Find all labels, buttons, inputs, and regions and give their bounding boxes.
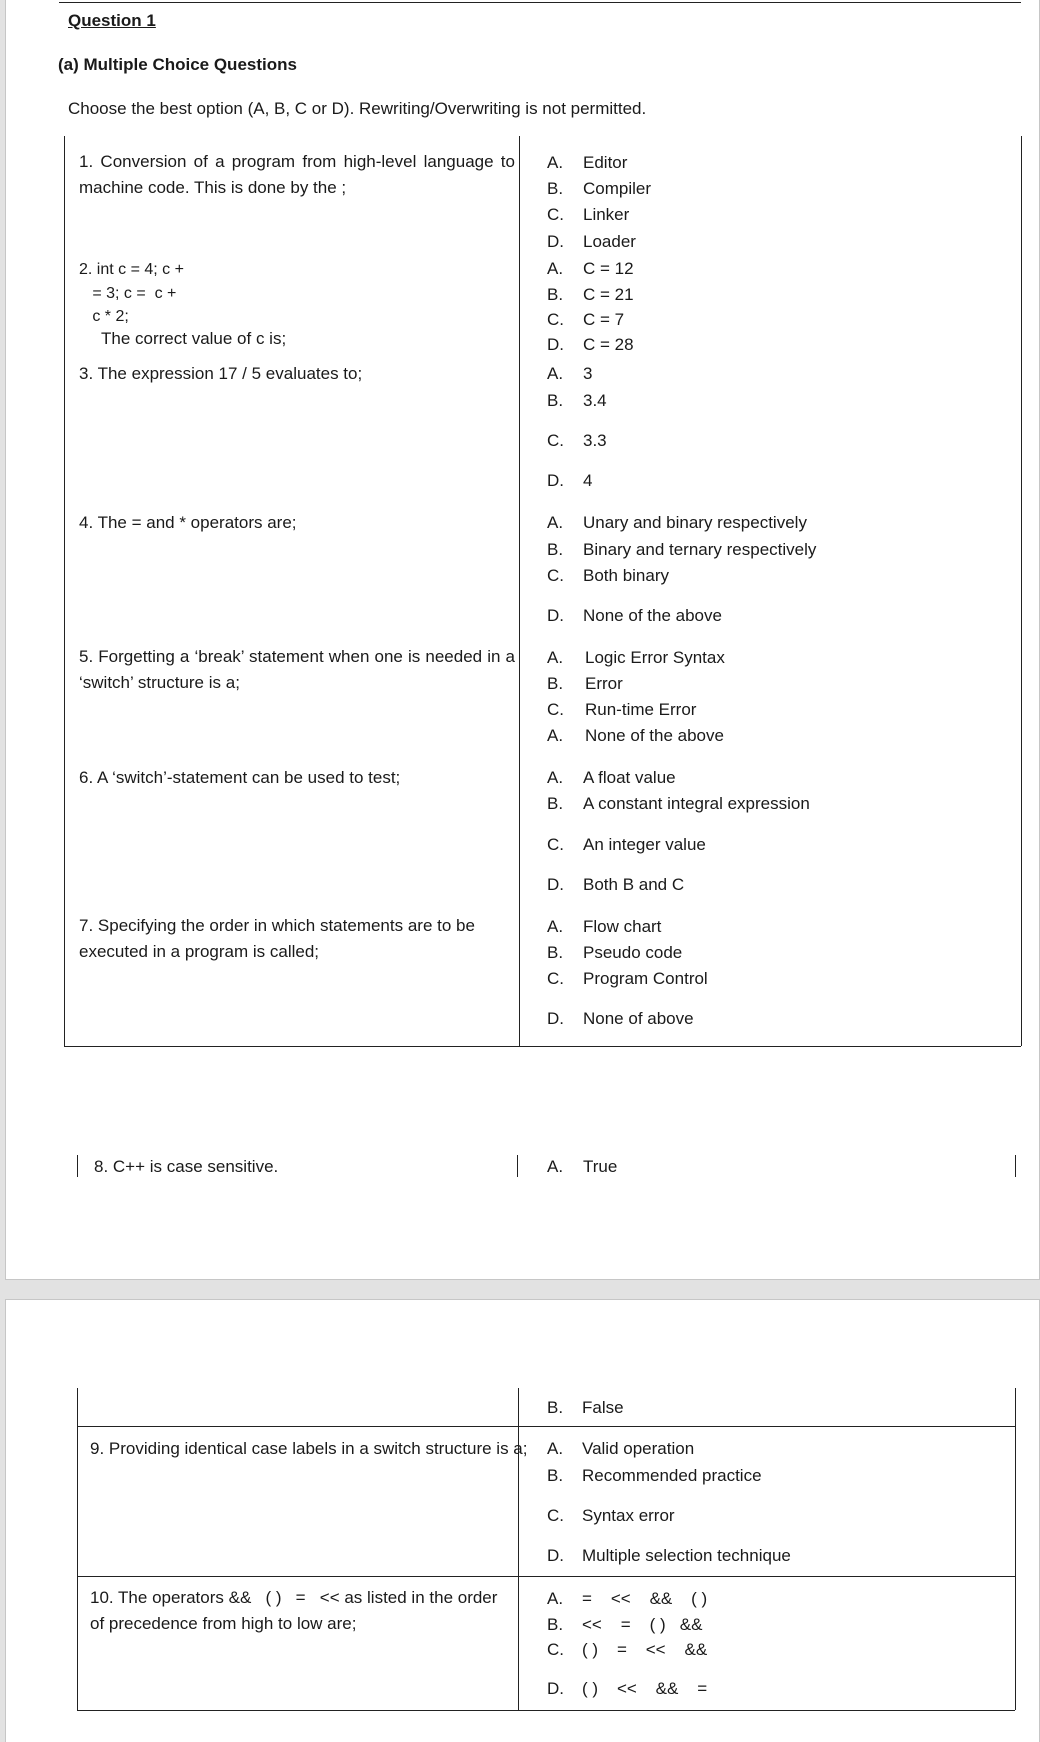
q4-option-c-letter: C. (547, 566, 564, 585)
q8-left-border (77, 1155, 78, 1177)
question-4-text: 4. The = and * operators are; (79, 513, 297, 532)
q1-option-b-letter: B. (547, 179, 564, 198)
q3-option-a-text: 3 (583, 364, 593, 383)
question-10-label: 10. The operators && ( ) = << as listed in the order of precedence from high to low are; (90, 1588, 503, 1633)
document-page-1 (5, 0, 1040, 1280)
question-5-text (79, 644, 515, 696)
q10-option-a-letter: A. (547, 1589, 564, 1608)
instructions: Choose the best option (A, B, C or D). Rewriting/Overwriting is not permitted. (68, 99, 647, 118)
q1-option-c-letter: C. (547, 205, 564, 224)
question-7-text (79, 913, 519, 965)
q6-option-b-letter: B. (547, 794, 564, 813)
table2-column-divider (518, 1388, 519, 1710)
question-title: Question 1 (68, 11, 156, 30)
q4-option-a-text: Unary and binary respectively (583, 513, 807, 532)
q7-option-d-letter: D. (547, 1009, 564, 1028)
q9-option-b-letter: B. (547, 1466, 564, 1485)
q7-option-b-letter: B. (547, 943, 564, 962)
q6-option-a-letter: A. (547, 768, 564, 787)
question-10-text (90, 1585, 514, 1637)
q2-option-c-letter: C. (547, 310, 564, 329)
q8-option-b-text: False (582, 1398, 624, 1417)
q4-option-a-letter: A. (547, 513, 564, 532)
q2-option-c-text: C = 7 (583, 310, 625, 329)
q7-option-a-letter: A. (547, 917, 564, 936)
question-2-code-line-3: c * 2; (79, 308, 129, 325)
q9-option-c-text: Syntax error (582, 1506, 675, 1525)
q9-option-a-text: Valid operation (582, 1439, 695, 1458)
question-1-text (79, 149, 515, 201)
q4-option-b-letter: B. (547, 540, 564, 559)
q10-option-d-letter: D. (547, 1679, 564, 1698)
q5-option-d-letter: A. (547, 726, 564, 745)
q2-option-d-letter: D. (547, 335, 564, 354)
q1-option-a-text: Editor (583, 153, 628, 172)
q2-code-line-1: 2. int c = 4; c + (79, 261, 184, 278)
q6-option-d-text: Both B and C (583, 875, 685, 894)
q2-option-a-letter: A. (547, 259, 564, 278)
table2-left-border (77, 1388, 78, 1710)
q8-right-border (1015, 1155, 1016, 1177)
q3-option-d-text: 4 (583, 471, 593, 490)
q7-option-b-text: Pseudo code (583, 943, 683, 962)
q9-option-b-text: Recommended practice (582, 1466, 762, 1485)
top-rule (59, 2, 1021, 3)
q4-option-d-letter: D. (547, 606, 564, 625)
q1-option-d-letter: D. (547, 232, 564, 251)
q3-option-d-letter: D. (547, 471, 564, 490)
q10-option-b-letter: B. (547, 1615, 564, 1634)
question-1-label: 1. Conversion of a program from high-level language to machine code. This is done by the ; (79, 152, 515, 197)
q7-option-d-text: None of above (583, 1009, 694, 1028)
q5-option-a-letter: A. (547, 648, 564, 667)
q9-option-d-letter: D. (547, 1546, 564, 1565)
q10-option-c-letter: C. (547, 1640, 564, 1659)
q5-option-a-text: Logic Error Syntax (585, 648, 725, 667)
q6-option-a-text: A float value (583, 768, 676, 787)
q8-option-a-letter: A. (547, 1157, 564, 1176)
q5-option-b-text: Error (585, 674, 623, 693)
q5-option-c-text: Run-time Error (585, 700, 697, 719)
question-2-code-line-2: = 3; c = c + (79, 285, 177, 302)
q6-option-c-text: An integer value (583, 835, 706, 854)
q6-option-d-letter: D. (547, 875, 564, 894)
question-6-text: 6. A ‘switch’-statement can be used to test; (79, 768, 401, 787)
q7-option-c-letter: C. (547, 969, 564, 988)
q10-option-d-text: ( ) << && = (582, 1679, 708, 1698)
table-left-border (64, 136, 65, 1046)
q3-option-b-text: 3.4 (583, 391, 607, 410)
q4-option-c-text: Both binary (583, 566, 669, 585)
question-8-text: 8. C++ is case sensitive. (94, 1157, 279, 1176)
question-9-text: 9. Providing identical case labels in a switch structure is a; (90, 1439, 528, 1458)
q10-option-b-text: << = ( ) && (582, 1615, 703, 1634)
q9-option-d-text: Multiple selection technique (582, 1546, 791, 1565)
table2-row-divider-1 (77, 1426, 1015, 1427)
table-column-divider (519, 136, 520, 1046)
q10-option-a-text: = << && ( ) (582, 1589, 708, 1608)
q8-column-divider (517, 1155, 518, 1177)
q2-option-b-text: C = 21 (583, 285, 634, 304)
q7-option-c-text: Program Control (583, 969, 708, 988)
q4-option-b-text: Binary and ternary respectively (583, 540, 817, 559)
q5-option-c-letter: C. (547, 700, 564, 719)
q3-option-b-letter: B. (547, 391, 564, 410)
q2-option-d-text: C = 28 (583, 335, 634, 354)
q9-option-a-letter: A. (547, 1439, 564, 1458)
q6-option-c-letter: C. (547, 835, 564, 854)
q3-option-c-letter: C. (547, 431, 564, 450)
table2-row-divider-2 (77, 1576, 1015, 1577)
table-bottom-border (64, 1046, 1021, 1047)
question-2-code-line-1 (79, 258, 184, 282)
q1-option-b-text: Compiler (583, 179, 652, 198)
q5-option-b-letter: B. (547, 674, 564, 693)
q5-option-d-text: None of the above (585, 726, 724, 745)
q8-option-b-letter: B. (547, 1398, 564, 1417)
table-right-border (1021, 136, 1022, 1046)
table2-right-border (1015, 1388, 1016, 1710)
q1-option-a-letter: A. (547, 153, 564, 172)
document-page-2 (5, 1299, 1040, 1742)
q2-option-a-text: C = 12 (583, 259, 634, 278)
question-3-text: 3. The expression 17 / 5 evaluates to; (79, 364, 363, 383)
q10-option-c-text: ( ) = << && (582, 1640, 708, 1659)
q3-option-a-letter: A. (547, 364, 564, 383)
q7-option-a-text: Flow chart (583, 917, 662, 936)
q1-option-c-text: Linker (583, 205, 630, 224)
section-title: (a) Multiple Choice Questions (58, 55, 297, 74)
question-5-label: 5. Forgetting a ‘break’ statement when one is needed in a ‘switch’ structure is a; (79, 647, 515, 692)
question-2-text: The correct value of c is; (101, 329, 287, 348)
q1-option-d-text: Loader (583, 232, 636, 251)
q3-option-c-text: 3.3 (583, 431, 607, 450)
q8-option-a-text: True (583, 1157, 618, 1176)
q2-option-b-letter: B. (547, 285, 564, 304)
question-7-label: 7. Specifying the order in which statements are to be executed in a program is called; (79, 916, 475, 961)
q9-option-c-letter: C. (547, 1506, 564, 1525)
q4-option-d-text: None of the above (583, 606, 722, 625)
q6-option-b-text: A constant integral expression (583, 794, 810, 813)
table2-bottom-border (77, 1710, 1015, 1711)
